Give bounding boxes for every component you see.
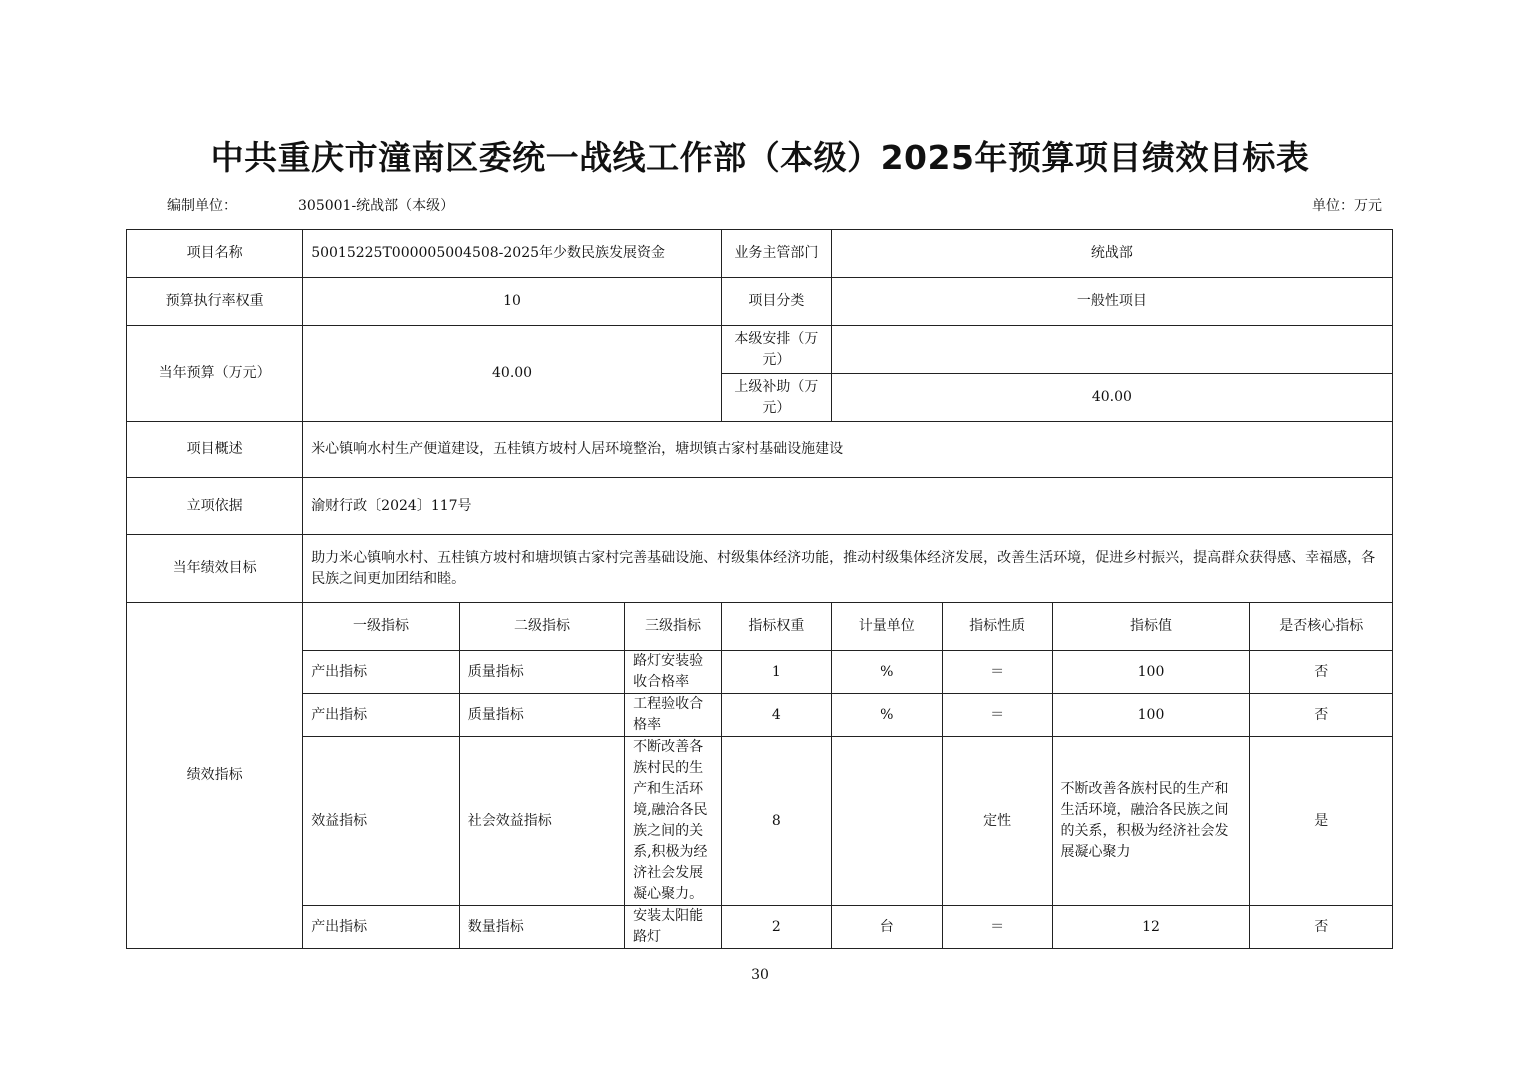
row-core: 否 [1250, 694, 1393, 737]
org-label: 编制单位： [167, 198, 237, 214]
header-unit: 计量单位 [831, 603, 942, 651]
row-weight: 4 [721, 694, 831, 737]
goal-label: 当年绩效目标 [127, 535, 303, 603]
table-row [127, 651, 1393, 694]
row-level3: 安装太阳能路灯 [625, 906, 722, 949]
row-value: 12 [1052, 906, 1250, 949]
row-unit: 台 [831, 906, 942, 949]
row-weight: 1 [721, 651, 831, 694]
page-number: 30 [751, 967, 769, 983]
superior-label: 上级补助（万元） [721, 374, 831, 422]
row-level1: 效益指标 [303, 737, 460, 906]
row-level2: 数量指标 [459, 906, 624, 949]
row-core: 否 [1250, 906, 1393, 949]
exec-weight-label: 预算执行率权重 [127, 278, 303, 326]
row-unit: % [831, 694, 942, 737]
local-label: 本级安排（万元） [721, 326, 831, 374]
row-unit [831, 737, 942, 906]
header-nature: 指标性质 [942, 603, 1052, 651]
exec-weight-value: 10 [303, 278, 722, 326]
local-value [831, 326, 1392, 374]
header-level3: 三级指标 [625, 603, 722, 651]
superior-value: 40.00 [831, 374, 1392, 422]
header-weight: 指标权重 [721, 603, 831, 651]
basis-value: 渝财行政〔2024〕117号 [303, 478, 1393, 535]
row-weight: 8 [721, 737, 831, 906]
table-row [127, 906, 1393, 949]
project-name-value: 50015225T000005004508-2025年少数民族发展资金 [303, 230, 722, 278]
row-level3: 不断改善各族村民的生产和生活环境,融洽各民族之间的关系,积极为经济社会发展凝心聚力。 [625, 737, 722, 906]
row-nature: ＝ [942, 906, 1052, 949]
row-level3: 路灯安装验收合格率 [625, 651, 722, 694]
table-row [127, 694, 1393, 737]
page-title: 中共重庆市潼南区委统一战线工作部（本级）2025年预算项目绩效目标表 [210, 138, 1310, 177]
row-nature: ＝ [942, 651, 1052, 694]
project-name-label: 项目名称 [127, 230, 303, 278]
row-level2: 质量指标 [459, 651, 624, 694]
indicators-section-label: 绩效指标 [127, 603, 303, 949]
row-level2: 质量指标 [459, 694, 624, 737]
row-unit: % [831, 651, 942, 694]
row-level3: 工程验收合格率 [625, 694, 722, 737]
row-level1: 产出指标 [303, 694, 460, 737]
dept-label: 业务主管部门 [721, 230, 831, 278]
row-nature: 定性 [942, 737, 1052, 906]
row-core: 是 [1250, 737, 1393, 906]
row-nature: ＝ [942, 694, 1052, 737]
header-core: 是否核心指标 [1250, 603, 1393, 651]
row-value: 不断改善各族村民的生产和生活环境，融洽各民族之间的关系，积极为经济社会发展凝心聚力 [1052, 737, 1250, 906]
dept-value: 统战部 [831, 230, 1392, 278]
row-level1: 产出指标 [303, 651, 460, 694]
basis-label: 立项依据 [127, 478, 303, 535]
header-level1: 一级指标 [303, 603, 460, 651]
performance-table [126, 229, 1393, 949]
budget-label: 当年预算（万元） [127, 326, 303, 422]
row-core: 否 [1250, 651, 1393, 694]
budget-value: 40.00 [303, 326, 722, 422]
org-value: 305001-统战部（本级） [298, 198, 455, 214]
unit-label: 单位：万元 [1312, 198, 1382, 214]
goal-value: 助力米心镇响水村、五桂镇方坡村和塘坝镇古家村完善基础设施、村级集体经济功能，推动村级集体经济发展，改善生活环境，促进乡村振兴，提高群众获得感、幸福感，各民族之间更加团结和睦。 [303, 535, 1393, 603]
row-value: 100 [1052, 694, 1250, 737]
header-value: 指标值 [1052, 603, 1250, 651]
table-row [127, 737, 1393, 906]
row-level2: 社会效益指标 [459, 737, 624, 906]
row-level1: 产出指标 [303, 906, 460, 949]
category-value: 一般性项目 [831, 278, 1392, 326]
overview-value: 米心镇响水村生产便道建设，五桂镇方坡村人居环境整治，塘坝镇古家村基础设施建设 [303, 422, 1393, 478]
header-level2: 二级指标 [459, 603, 624, 651]
row-weight: 2 [721, 906, 831, 949]
overview-label: 项目概述 [127, 422, 303, 478]
row-value: 100 [1052, 651, 1250, 694]
category-label: 项目分类 [721, 278, 831, 326]
